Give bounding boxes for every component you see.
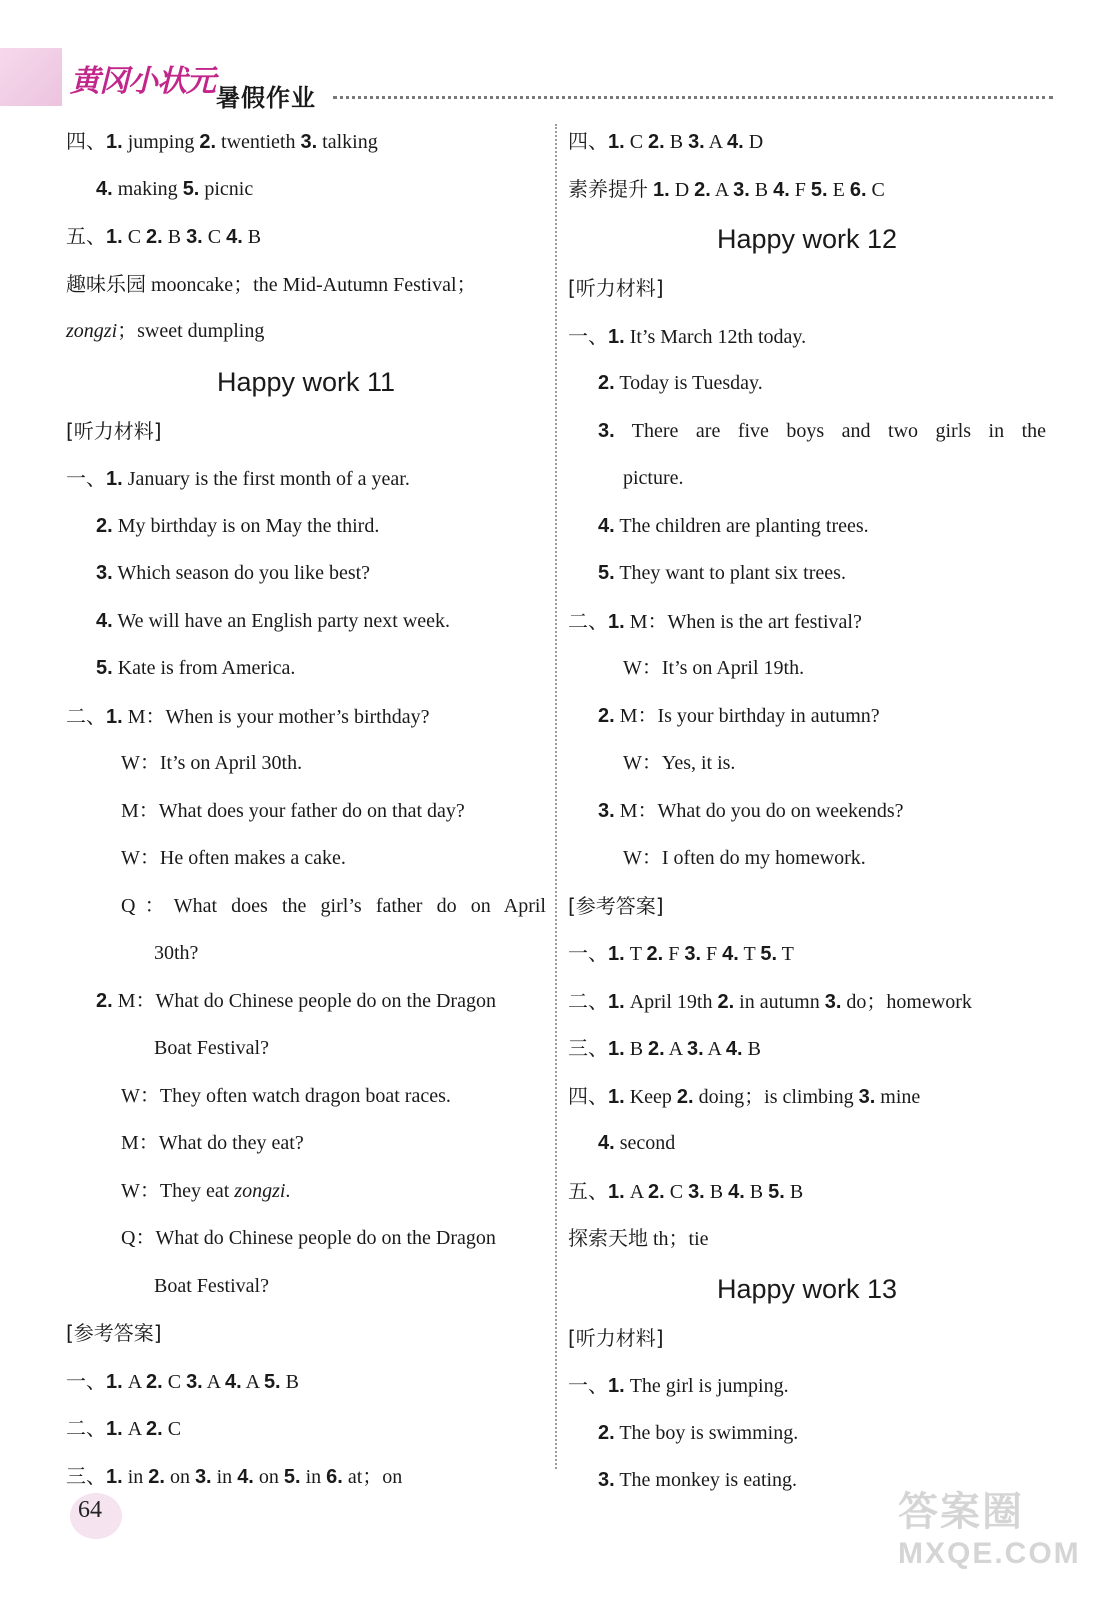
- dialogue-question-cont: 30th?: [154, 942, 199, 964]
- page-header: [0, 0, 1096, 112]
- listening-sentence: 一、1. The girl is jumping.: [568, 1373, 789, 1397]
- reference-answer-label: [参考答案]: [568, 893, 664, 918]
- dialogue-line: W：They often watch dragon boat races.: [121, 1084, 451, 1107]
- listening-sentence: 2. Today is Tuesday.: [598, 372, 763, 394]
- listening-material-label: [听力材料]: [568, 276, 664, 300]
- listening-material-label: [听力材料]: [66, 418, 162, 443]
- dialogue-line: 2. M：Is your birthday in autumn?: [598, 704, 880, 727]
- dialogue-line: W：He often makes a cake.: [121, 847, 346, 869]
- dialogue-line: W：Yes, it is.: [623, 752, 736, 774]
- listening-sentence: 2. The boy is swimming.: [598, 1421, 799, 1444]
- section-title-hw11: Happy work 11: [216, 366, 396, 397]
- listening-sentence: 一、1. January is the first month of a year.: [66, 466, 410, 490]
- watermark-url: MXQE.COM: [898, 1537, 1081, 1570]
- watermark-logo: [898, 1480, 1081, 1590]
- reference-answer-label: [参考答案]: [66, 1321, 162, 1345]
- listening-material-label: [听力材料]: [568, 1325, 664, 1350]
- answer-line-5: 五、1. A 2. C 3. B 4. B 5. B: [568, 1178, 804, 1203]
- answer-line-3: 三、1. in 2. on 3. in 4. on 5. in 6. at；on: [66, 1463, 403, 1488]
- answer-line-4: 四、1. C 2. B 3. A 4. D: [568, 129, 764, 153]
- explore-line: 探索天地 th；tie: [568, 1226, 709, 1250]
- fun-corner-line: 趣味乐园 mooncake；the Mid-Autumn Festival；: [66, 271, 477, 296]
- listening-sentence-cont: picture.: [623, 467, 684, 489]
- listening-sentence: 3. There are five boys and two girls in the: [598, 419, 1046, 442]
- dialogue-line: W：It’s on April 19th.: [623, 657, 805, 679]
- listening-sentence: 3. The monkey is eating.: [598, 1469, 798, 1491]
- listening-sentence: 一、1. It’s March 12th today.: [568, 323, 807, 348]
- book-title: 暑假作业: [216, 84, 316, 112]
- dialogue-line: W：They eat zongzi.: [121, 1179, 291, 1202]
- answer-line-1: 一、1. T 2. F 3. F 4. T 5. T: [568, 941, 794, 965]
- page-number: 64: [78, 1497, 102, 1523]
- listening-sentence: 4. We will have an English party next week.: [96, 609, 451, 632]
- dialogue-line: 二、1. M：When is the art festival?: [568, 608, 862, 633]
- listening-sentence: 2. My birthday is on May the third.: [96, 514, 380, 537]
- section-title-hw12: Happy work 12: [716, 224, 898, 254]
- listening-sentence: 4. The children are planting trees.: [598, 514, 869, 537]
- watermark-text: 答案圈: [898, 1490, 1024, 1534]
- dialogue-question: Q：What does the girl’s father do on April: [121, 894, 546, 917]
- answer-line-2: 二、1. A 2. C: [66, 1416, 182, 1440]
- header-dotted-rule: [333, 96, 1053, 99]
- dialogue-question: Q：What do Chinese people do on the Dragon: [121, 1227, 496, 1249]
- answer-line-4: 四、1. jumping 2. twentieth 3. talking: [66, 129, 378, 153]
- column-divider: [555, 124, 557, 1469]
- dialogue-line: M：What do they eat?: [121, 1132, 304, 1154]
- listening-sentence: 5. They want to plant six trees.: [598, 562, 846, 584]
- header-decoration: [0, 48, 62, 106]
- dialogue-line-cont: Boat Festival?: [154, 1037, 269, 1059]
- section-title-hw13: Happy work 13: [716, 1273, 898, 1304]
- answer-line-5: 五、1. C 2. B 3. C 4. B: [66, 224, 262, 248]
- answer-line-2: 二、1. April 19th 2. in autumn 3. do；homework: [568, 988, 972, 1013]
- brand-logo: 黄冈小状元: [70, 64, 215, 99]
- dialogue-line: 二、1. M：When is your mother’s birthday?: [66, 703, 430, 728]
- left-column: [66, 118, 546, 1500]
- answer-line-3: 三、1. B 2. A 3. A 4. B: [568, 1036, 761, 1060]
- dialogue-line: 3. M：What do you do on weekends?: [598, 799, 904, 822]
- fun-corner-line-2: zongzi；sweet dumpling: [66, 320, 265, 342]
- dialogue-line: W：It’s on April 30th.: [121, 752, 303, 774]
- listening-sentence: 5. Kate is from America.: [96, 657, 296, 679]
- right-column: [568, 118, 1046, 1505]
- answer-line-4: 四、1. Keep 2. doing；is climbing 3. mine: [568, 1083, 921, 1108]
- dialogue-line: 2. M：What do Chinese people do on the Dragon: [96, 989, 496, 1012]
- answer-line-4b: 4. making 5. picnic: [96, 177, 254, 200]
- listening-sentence: 3. Which season do you like best?: [96, 562, 371, 584]
- dialogue-question-cont: Boat Festival?: [154, 1274, 269, 1297]
- dialogue-line: W：I often do my homework.: [623, 847, 866, 869]
- skills-improvement-line: 素养提升 1. D 2. A 3. B 4. F 5. E 6. C: [568, 176, 885, 201]
- dialogue-line: M：What does your father do on that day?: [121, 799, 465, 822]
- answer-line-4b: 4. second: [598, 1132, 676, 1154]
- answer-line-1: 一、1. A 2. C 3. A 4. A 5. B: [66, 1368, 299, 1393]
